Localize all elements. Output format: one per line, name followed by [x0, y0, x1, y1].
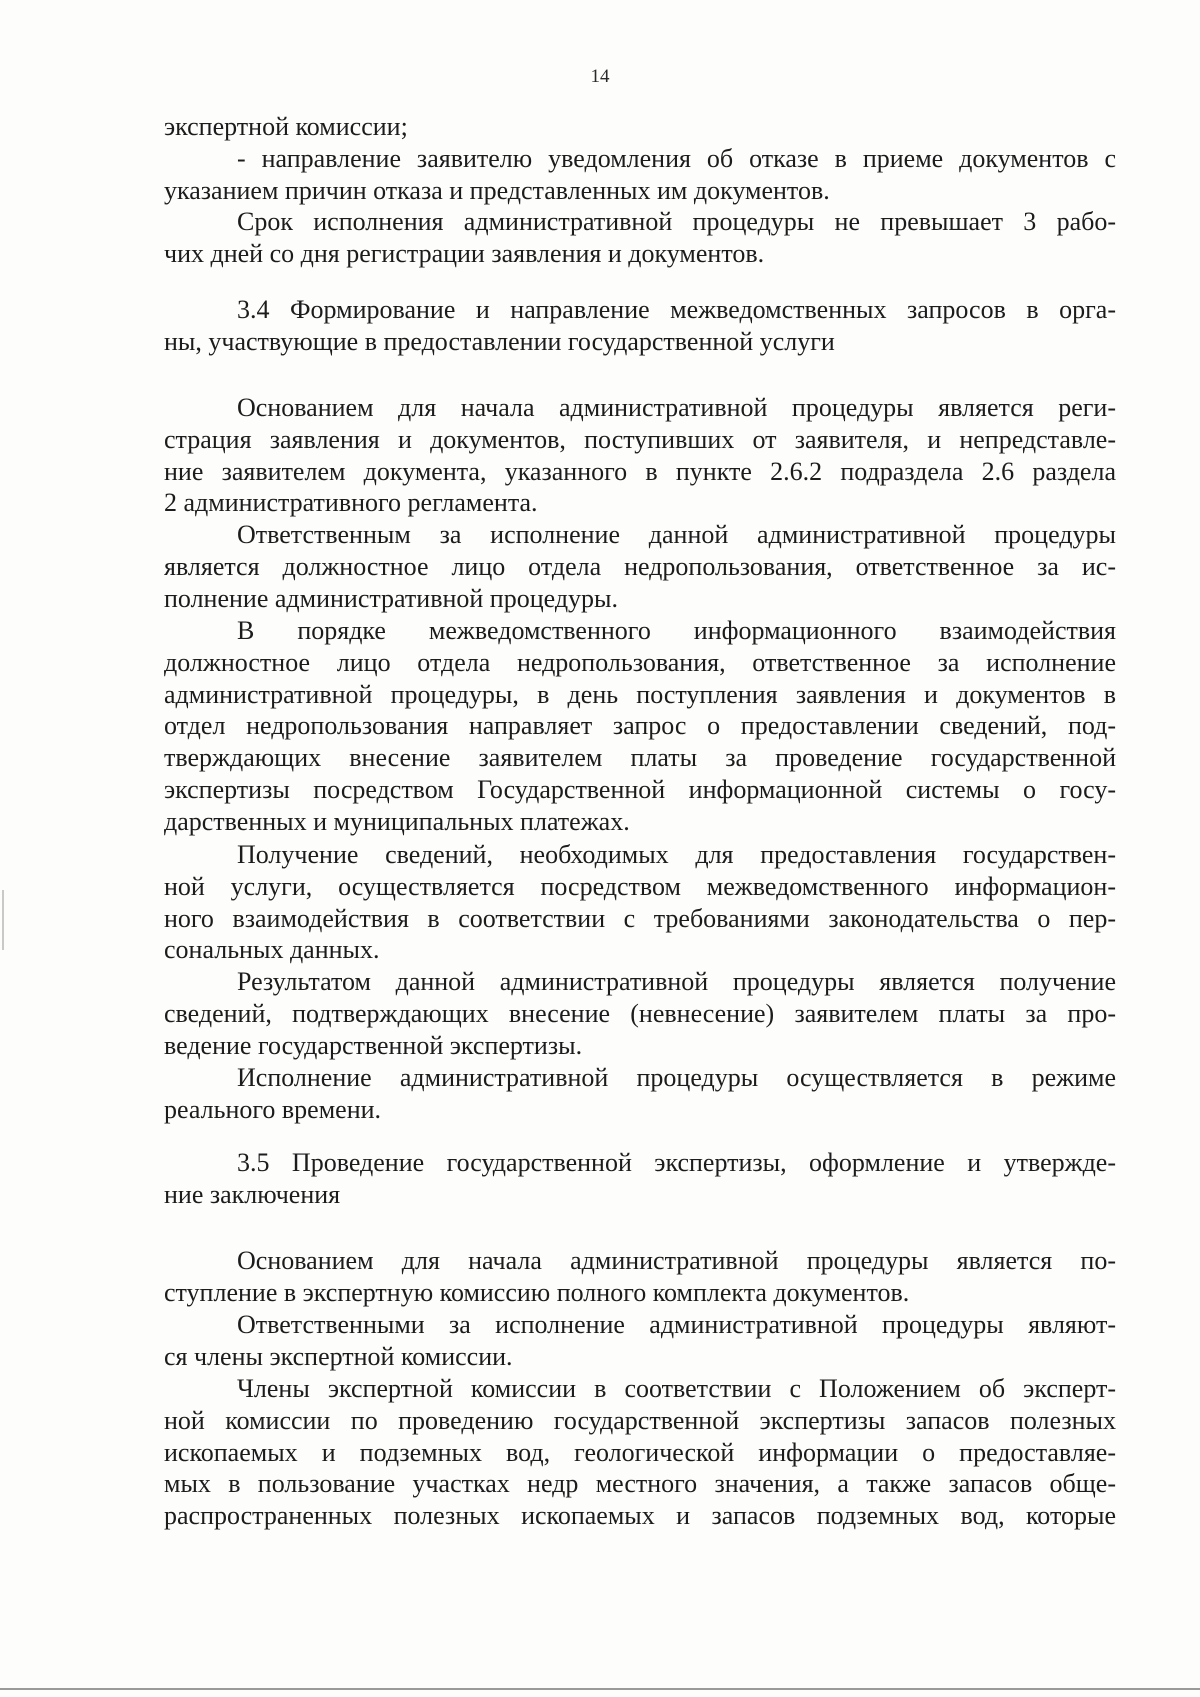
list-item-refusal-notice	[164, 143, 1116, 207]
text-line: является должностное лицо отдела недропользования, ответственное за ис-	[164, 551, 1116, 581]
text-line: ной услуги, осуществляется посредством межведомственного информацион-	[164, 871, 1116, 901]
text-line: отдел недропользования направляет запрос о предоставлении сведений, под-	[164, 711, 1116, 741]
text-line: 3.4 Формирование и направление межведомственных запросов в орга-	[237, 295, 1116, 324]
text-line: 3.5 Проведение государственной экспертизы, оформление и утвержде-	[237, 1148, 1116, 1177]
text-line: 2 административного регламента.	[164, 488, 538, 518]
page-number: 14	[590, 66, 610, 87]
text-line: мых в пользование участках недр местного значения, а также запасов обще-	[164, 1469, 1116, 1499]
text-line: должностное лицо отдела недропользования, ответственное за исполнение	[164, 647, 1116, 677]
scan-margin-mark	[2, 890, 4, 950]
text-line: сведений, подтверждающих внесение (невнесение) заявителем платы за про-	[164, 998, 1116, 1028]
paragraph-basis-3-5	[164, 1245, 1116, 1309]
paragraph-result-3-4	[164, 966, 1116, 1061]
paragraph-interagency-request	[164, 615, 1116, 838]
text-line: ние заключения	[164, 1179, 341, 1209]
text-line: тверждающих внесение заявителем платы за проведение государственной	[164, 743, 1116, 773]
text-line: ной комиссии по проведению государственной экспертизы запасов полезных	[164, 1405, 1116, 1435]
text-line: чих дней со дня регистрации заявления и документов.	[164, 238, 765, 268]
text-line: полнение административной процедуры.	[164, 583, 619, 613]
section-heading-3-5	[164, 1147, 1116, 1211]
text-line: ного взаимодействия в соответствии с требованиями законодательства о пер-	[164, 903, 1116, 933]
text-line: ископаемых и подземных вод, геологической информации о предоставляе-	[164, 1437, 1116, 1467]
text-line: Срок исполнения административной процедуры не превышает 3 рабо-	[237, 207, 1116, 236]
text-line: экспертизы посредством Государственной информационной системы о госу-	[164, 774, 1116, 804]
paragraph-realtime	[164, 1062, 1116, 1126]
text-line: Результатом данной административной процедуры является получение	[237, 967, 1116, 996]
text-line: В порядке межведомственного информационного взаимодействия	[237, 616, 1116, 645]
text-line: административной процедуры, в день поступления заявления и документов в	[164, 679, 1116, 709]
text-line: ние заявителем документа, указанного в пункте 2.6.2 подраздела 2.6 раздела	[164, 456, 1116, 486]
text-line: - направление заявителю уведомления об отказе в приеме документов с	[237, 144, 1116, 173]
text-line: сональных данных.	[164, 935, 380, 965]
text-line: ны, участвующие в предоставлении государственной услуги	[164, 326, 835, 356]
text-line: указанием причин отказа и представленных им документов.	[164, 175, 830, 205]
paragraph-information-exchange	[164, 839, 1116, 966]
text-line: ступление в экспертную комиссию полного комплекта документов.	[164, 1277, 910, 1307]
text-line: Получение сведений, необходимых для предоставления государствен-	[237, 840, 1116, 869]
text-line: ся члены экспертной комиссии.	[164, 1341, 513, 1371]
paragraph-deadline	[164, 206, 1116, 270]
text-line: распространенных полезных ископаемых и запасов подземных вод, которые	[164, 1501, 1116, 1531]
section-heading-3-4	[164, 294, 1116, 358]
text-line: страция заявления и документов, поступивших от заявителя, и непредставле-	[164, 424, 1116, 454]
text-line: Ответственными за исполнение административной процедуры являют-	[237, 1310, 1116, 1339]
page-bottom-edge	[0, 1688, 1200, 1690]
paragraph-continuation	[164, 111, 1116, 143]
text-line: Члены экспертной комиссии в соответствии с Положением об эксперт-	[237, 1374, 1116, 1403]
paragraph-responsible-3-4	[164, 519, 1116, 614]
text-line: Основанием для начала административной процедуры является реги-	[237, 393, 1116, 422]
paragraph-responsible-3-5	[164, 1309, 1116, 1373]
text-line: Основанием для начала административной процедуры является по-	[237, 1246, 1116, 1275]
text-line: ведение государственной экспертизы.	[164, 1030, 583, 1060]
text-line: реального времени.	[164, 1094, 382, 1124]
text-line: экспертной комиссии;	[164, 112, 408, 141]
text-line: Ответственным за исполнение данной административной процедуры	[237, 520, 1116, 549]
paragraph-basis-3-4	[164, 392, 1116, 519]
paragraph-commission-members	[164, 1373, 1116, 1532]
text-line: дарственных и муниципальных платежах.	[164, 806, 630, 836]
text-line: Исполнение административной процедуры осуществляется в режиме	[237, 1063, 1116, 1092]
